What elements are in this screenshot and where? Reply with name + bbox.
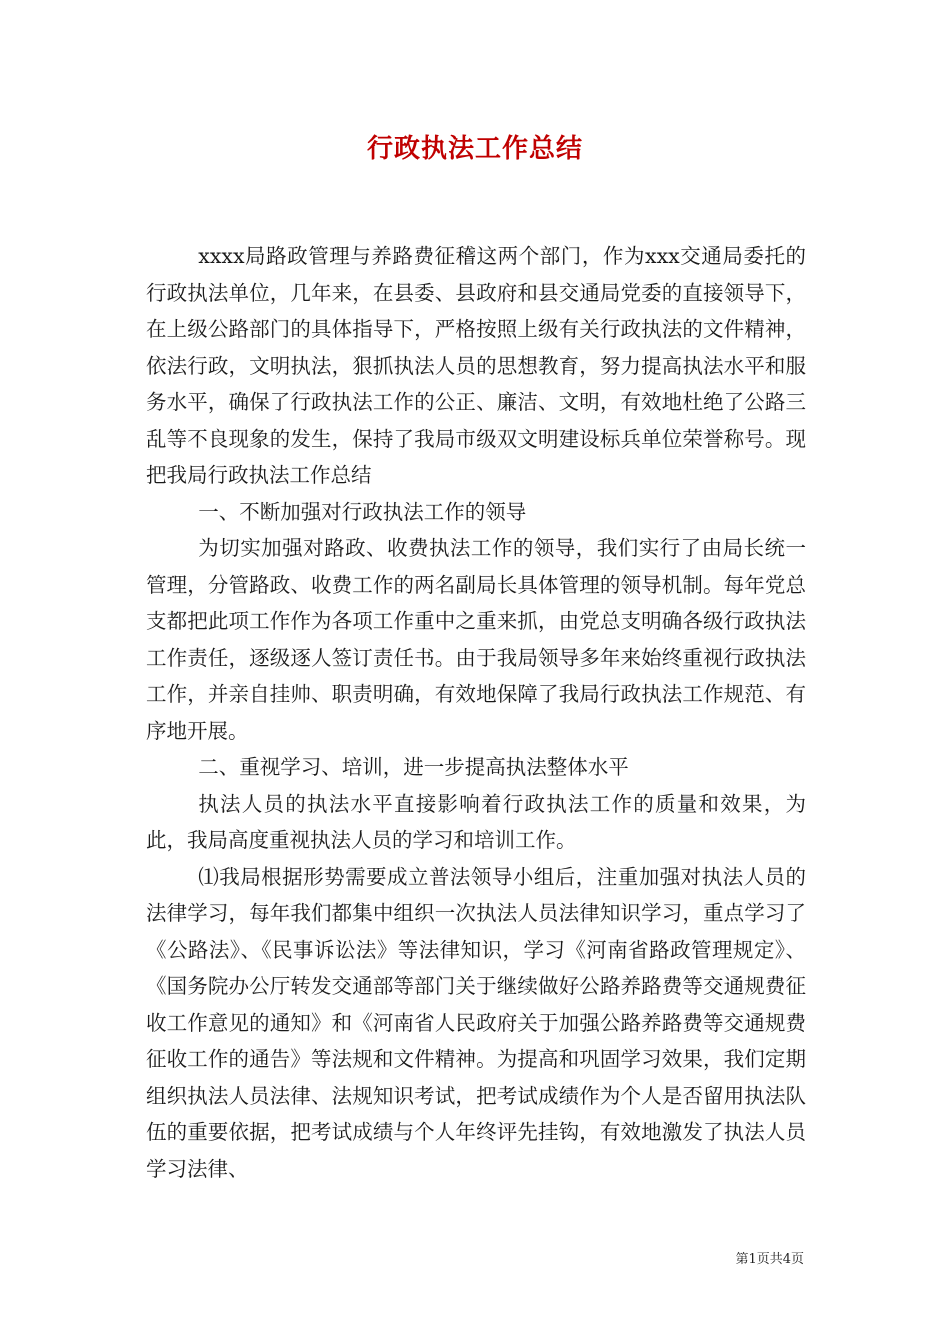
document-body: [146, 238, 806, 1187]
paragraph-training-intro: 执法人员的执法水平直接影响着行政执法工作的质量和效果，为此，我局高度重视执法人员的学习和培训工作。: [146, 791, 806, 852]
paragraph-training-item-1: ⑴我局根据形势需要成立普法领导小组后，注重加强对执法人员的法律学习，每年我们都集中组织一次执法人员法律知识学习，重点学习了《公路法》、《民事诉讼法》等法律知识，学习《河南省路政管理规定》、《国务院办公厅转发交通部等部门关于继续做好公路养路费等交通规费征收工作意见的通知》和《河南省人民政府关于加强公路养路费等交通规费征收工作的通告》等法规和文件精神。为提高和巩固学习效果，我们定期组织执法人员法律、法规知识考试，把考试成绩作为个人是否留用执法队伍的重要依据，把考试成绩与个人年终评先挂钩，有效地激发了执法人员学习法律、: [146, 864, 806, 1181]
document-title: 行政执法工作总结: [366, 134, 583, 164]
section-heading-1: 一、不断加强对行政执法工作的领导: [198, 499, 527, 524]
paragraph-intro: xxxx局路政管理与养路费征稽这两个部门，作为xxx交通局委托的行政执法单位，几年来，在县委、县政府和县交通局党委的直接领导下，在上级公路部门的具体指导下，严格按照上级有关行政执法的文件精神，依法行政，文明执法，狠抓执法人员的思想教育，努力提高执法水平和服务水平，确保了行政执法工作的公正、廉洁、文明，有效地杜绝了公路三乱等不良现象的发生，保持了我局市级双文明建设标兵单位荣誉称号。现把我局行政执法工作总结: [146, 244, 806, 487]
paragraph-leadership: 为切实加强对路政、收费执法工作的领导，我们实行了由局长统一管理，分管路政、收费工作的两名副局长具体管理的领导机制。每年党总支都把此项工作作为各项工作重中之重来抓，由党总支明确各级行政执法工作责任，逐级逐人签订责任书。由于我局领导多年来始终重视行政执法工作，并亲自挂帅、职责明确，有效地保障了我局行政执法工作规范、有序地开展。: [146, 536, 806, 743]
page-number-footer: 第1页共4页: [735, 1252, 804, 1267]
section-heading-2: 二、重视学习、培训，进一步提高执法整体水平: [198, 755, 629, 779]
